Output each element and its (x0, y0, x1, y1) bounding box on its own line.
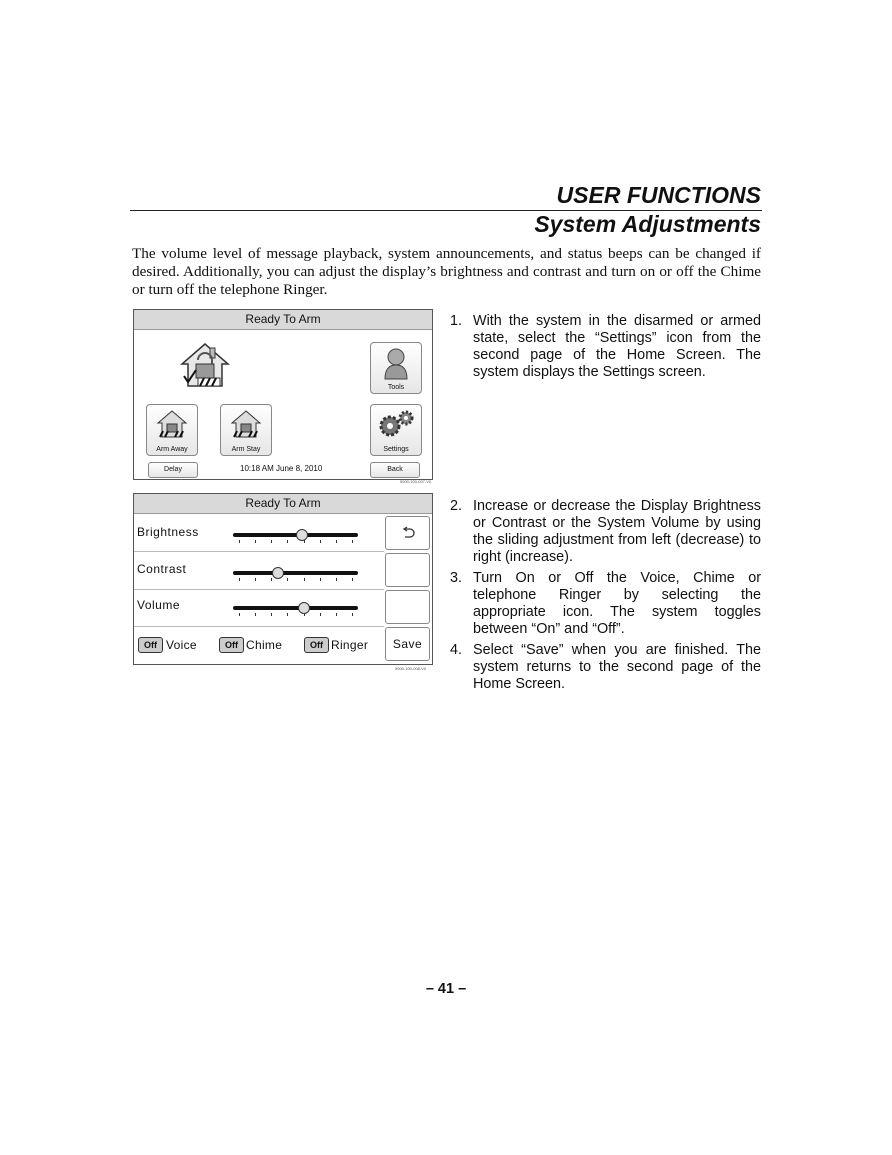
slider-knob[interactable] (272, 567, 284, 579)
slider-tick (287, 613, 288, 616)
row-divider (134, 626, 384, 627)
step-item (450, 642, 761, 693)
slider-tick (239, 613, 240, 616)
arm-stay-label: Arm Stay (231, 446, 261, 453)
slider-ticks (233, 540, 358, 544)
slider-knob[interactable] (296, 529, 308, 541)
arm-stay-tile[interactable] (220, 404, 272, 456)
save-button[interactable] (385, 627, 430, 661)
slider-tick (352, 540, 353, 543)
slider-tick (271, 540, 272, 543)
figure-code-1: 5000-100-007-V0 (400, 479, 432, 484)
chime-toggle-button[interactable]: Off (219, 637, 244, 653)
contrast-label: Contrast (137, 562, 187, 576)
slider-tick (320, 613, 321, 616)
step-number: 2. (450, 498, 463, 514)
volume-slider[interactable] (233, 601, 358, 617)
step-item (450, 313, 761, 381)
voice-label: Voice (166, 638, 197, 652)
settings-screen-title: Ready To Arm (134, 494, 432, 514)
slider-track (233, 571, 358, 575)
home-screen-title: Ready To Arm (134, 310, 432, 330)
section-title: USER FUNCTIONS (556, 182, 761, 208)
subsection-title: System Adjustments (534, 211, 761, 237)
delay-button[interactable]: Delay (148, 462, 198, 478)
slider-tick (336, 578, 337, 581)
brightness-slider[interactable] (233, 528, 358, 544)
house-status-icon (180, 342, 230, 388)
arm-away-label: Arm Away (156, 446, 188, 453)
settings-label: Settings (383, 446, 409, 453)
slider-tick (352, 613, 353, 616)
row-divider (134, 551, 384, 552)
ringer-toggle-button[interactable]: Off (304, 637, 329, 653)
slider-tick (239, 540, 240, 543)
step-text: Select “Save” when you are finished. The system returns to the second page of the Home Screen. (473, 642, 761, 692)
back-button[interactable]: Back (370, 462, 420, 478)
slider-tick (255, 578, 256, 581)
blank-button-2[interactable] (385, 590, 430, 624)
step-number: 4. (450, 642, 463, 658)
steps-list-b (450, 498, 761, 693)
step-item (450, 570, 761, 638)
contrast-slider[interactable] (233, 566, 358, 582)
slider-tick (271, 613, 272, 616)
row-divider (134, 589, 384, 590)
intro-paragraph: The volume level of message playback, system announcements, and status beeps can be changed if desired. Additionally, you can adjust the display’s brightness and contrast and turn on or off the Chime or turn off the telephone Ringer. (132, 245, 761, 298)
volume-label: Volume (137, 598, 181, 612)
ringer-label: Ringer (331, 638, 369, 652)
step-item (450, 498, 761, 566)
tools-label: Tools (387, 384, 405, 391)
settings-screen-illustration (133, 493, 433, 665)
slider-ticks (233, 613, 358, 617)
slider-ticks (233, 578, 358, 582)
home-screen-illustration (133, 309, 433, 480)
chime-label: Chime (246, 638, 283, 652)
undo-button[interactable] (385, 516, 430, 550)
status-datetime: 10:18 AM June 8, 2010 (240, 464, 323, 473)
slider-tick (320, 540, 321, 543)
step-number: 1. (450, 313, 463, 329)
slider-tick (336, 540, 337, 543)
step-number: 3. (450, 570, 463, 586)
page-number: – 41 – (425, 981, 467, 997)
arm-away-tile[interactable] (146, 404, 198, 456)
back-arrow-icon (401, 526, 415, 545)
arm-stay-house-icon (230, 409, 262, 444)
brightness-label: Brightness (137, 525, 199, 539)
save-label: Save (392, 637, 423, 651)
slider-tick (352, 578, 353, 581)
steps-list-a (450, 313, 761, 381)
slider-tick (271, 578, 272, 581)
slider-tick (287, 578, 288, 581)
voice-toggle-button[interactable]: Off (138, 637, 163, 653)
blank-button-1[interactable] (385, 553, 430, 587)
user-icon (383, 347, 409, 386)
arm-away-house-icon (156, 409, 188, 444)
tools-tile[interactable] (370, 342, 422, 394)
figure-code-2: 5000-100-008-V0 (395, 666, 427, 671)
settings-tile[interactable] (370, 404, 422, 456)
slider-track (233, 606, 358, 610)
slider-tick (287, 540, 288, 543)
step-text: With the system in the disarmed or armed state, select the “Settings” icon from the second page of the Home Screen. The system displays the Settings screen. (473, 313, 761, 380)
slider-tick (304, 578, 305, 581)
slider-tick (336, 613, 337, 616)
step-text: Increase or decrease the Display Brightness or Contrast or the System Volume by using the sliding adjustment from left (decrease) to right (increase). (473, 498, 761, 565)
slider-tick (255, 540, 256, 543)
slider-tick (320, 578, 321, 581)
step-text: Turn On or Off the Voice, Chime or telephone Ringer by selecting the appropriate icon. The system toggles between “On” and “Off”. (473, 570, 761, 637)
slider-tick (255, 613, 256, 616)
gear-icon (376, 409, 416, 444)
slider-tick (239, 578, 240, 581)
